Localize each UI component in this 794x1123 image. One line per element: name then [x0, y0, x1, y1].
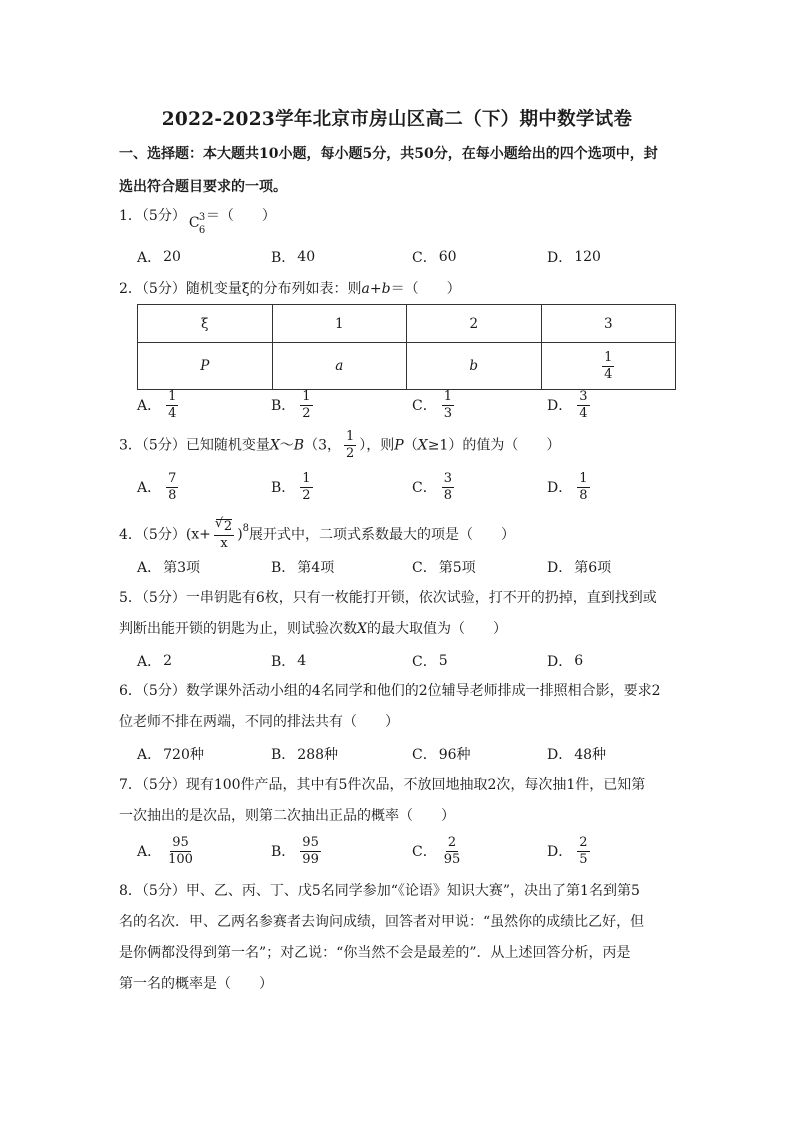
- q3-cond-open: （: [403, 437, 418, 454]
- question-3: [119, 430, 681, 462]
- denominator: 8: [443, 487, 452, 503]
- option-label: B．: [271, 654, 296, 670]
- option-label: C．: [412, 844, 437, 860]
- denominator: 2: [302, 405, 311, 421]
- fraction: [300, 390, 312, 421]
- table-cell: b: [407, 343, 542, 390]
- q1-option-a[interactable]: [137, 241, 181, 273]
- q3-prefix: 3．（5分）已知随机变量: [119, 437, 270, 454]
- q3-option-c[interactable]: [412, 471, 457, 503]
- option-label: C．: [412, 398, 437, 414]
- q3-option-b[interactable]: [271, 471, 316, 503]
- q7-options: [137, 835, 677, 867]
- q7-option-a[interactable]: [137, 835, 198, 867]
- option-text: 4: [297, 653, 307, 669]
- q6-option-c[interactable]: [412, 738, 471, 770]
- denominator: 2: [346, 446, 355, 461]
- numerator: 1: [346, 429, 355, 444]
- option-text: 第6项: [574, 560, 612, 576]
- q3-option-a[interactable]: [137, 471, 181, 503]
- table-cell: [541, 343, 676, 390]
- numerator: 95: [172, 834, 189, 850]
- q4-options: [137, 551, 677, 583]
- numerator: 2: [447, 834, 457, 850]
- q6-option-d[interactable]: [547, 738, 606, 770]
- fraction: [442, 390, 454, 421]
- numerator: 2: [579, 834, 588, 850]
- section-heading-line-1: 一、选择题：本大题共10小题，每小题5分，共50分，在每小题给出的四个选项中，封: [119, 146, 658, 162]
- q3-paren-close: ）: [359, 437, 367, 454]
- option-text: 120: [574, 249, 601, 265]
- denominator: 5: [579, 851, 588, 867]
- fraction: [300, 472, 312, 503]
- q6-line-1: 6．（5分）数学课外活动小组的4名同学和他们的2位辅导老师排成一排照相合影，要求2: [119, 683, 661, 699]
- fraction: [214, 519, 234, 551]
- option-label: B．: [271, 250, 296, 266]
- fraction: [577, 472, 589, 503]
- table-cell: 3: [541, 305, 676, 343]
- option-label: B．: [271, 844, 296, 860]
- denominator: 99: [302, 851, 319, 867]
- q6-option-b[interactable]: [271, 738, 338, 770]
- option-text: 96种: [438, 747, 471, 763]
- q1-option-b[interactable]: [271, 241, 315, 273]
- fraction: [602, 351, 614, 382]
- fraction: [442, 472, 454, 503]
- fraction: [442, 836, 463, 867]
- q1-suffix: ＝（ ）: [205, 208, 276, 224]
- q3-tilde: ～: [279, 437, 294, 454]
- q2-option-b[interactable]: [271, 389, 316, 421]
- question-7: [119, 770, 681, 832]
- q7-line-2: 一次抽出的是次品，则第二次抽出正品的概率（ ）: [119, 808, 455, 824]
- denominator: 4: [604, 366, 613, 382]
- denominator: 2: [302, 487, 311, 503]
- q2-expr: a+b: [361, 281, 391, 297]
- denominator: 100: [168, 851, 193, 867]
- denominator: 8: [168, 487, 177, 503]
- denominator: 8: [579, 487, 588, 503]
- q6-options: [137, 738, 677, 770]
- q3-options: [137, 471, 677, 503]
- q3-P: P: [394, 437, 404, 454]
- table-cell: P: [138, 343, 273, 390]
- numerator: 95: [302, 834, 319, 850]
- option-text: 2: [163, 653, 173, 669]
- numerator: 7: [168, 470, 177, 486]
- table-cell: 1: [272, 305, 407, 343]
- question-5: [119, 583, 681, 645]
- option-label: D．: [547, 250, 573, 266]
- question-2: [119, 274, 681, 305]
- section-heading-line-2: 选出符合题目要求的一项。: [119, 179, 287, 195]
- option-label: D．: [547, 560, 573, 576]
- option-label: A．: [137, 250, 162, 266]
- q1-prefix: 1．（5分）: [119, 208, 186, 224]
- q5-option-a[interactable]: [137, 645, 172, 677]
- q5-line-1: 5．（5分）一串钥匙有6枚，只有一枚能打开锁，依次试验，打不开的扔掉，直到找到或: [119, 590, 657, 606]
- q4-power: 8: [242, 523, 250, 534]
- table-cell: a: [272, 343, 407, 390]
- section-heading: [119, 138, 679, 204]
- option-label: B．: [271, 560, 296, 576]
- fraction: [166, 472, 178, 503]
- option-label: A．: [137, 844, 162, 860]
- q5-option-d[interactable]: [547, 645, 583, 677]
- numerator: 1: [604, 349, 613, 365]
- q8-line-2: 名的名次．甲、乙两名参赛者去询问成绩，回答者对甲说：“虽然你的成绩比乙好，但: [119, 914, 645, 930]
- option-label: C．: [412, 480, 437, 496]
- option-label: C．: [412, 654, 437, 670]
- denominator: 95: [443, 851, 461, 867]
- denominator: x: [220, 536, 228, 551]
- q3-paren-open: （3，: [304, 437, 342, 454]
- q1-binom-bottom: 6: [198, 225, 206, 236]
- q4-suffix: 展开式中，二项式系数最大的项是（ ）: [249, 527, 516, 543]
- option-label: A．: [137, 480, 162, 496]
- q3-option-d[interactable]: [547, 471, 593, 503]
- fraction: [166, 836, 195, 867]
- option-text: 48种: [574, 747, 607, 763]
- q7-option-b[interactable]: [271, 835, 324, 867]
- q4-option-c[interactable]: [412, 551, 476, 583]
- option-label: C．: [412, 560, 437, 576]
- q1-binom-top: 3: [198, 212, 206, 223]
- q3-cond-var: X: [417, 437, 428, 454]
- question-4: [119, 513, 681, 551]
- option-label: C．: [412, 747, 437, 763]
- table-row: [138, 343, 676, 390]
- table-cell: ξ: [138, 305, 273, 343]
- page-title: 2022-2023学年北京市房山区高二（下）期中数学试卷: [161, 109, 633, 130]
- option-label: D．: [547, 480, 573, 496]
- q5-option-b[interactable]: [271, 645, 306, 677]
- q2-options: [137, 389, 677, 421]
- option-text: 720种: [163, 747, 204, 763]
- q3-B: B: [293, 437, 305, 454]
- option-label: D．: [547, 654, 573, 670]
- numerator: 1: [443, 388, 452, 404]
- numerator: 1: [168, 388, 177, 404]
- numerator: [214, 519, 234, 536]
- option-label: D．: [547, 398, 573, 414]
- q7-line-1: 7．（5分）现有100件产品，其中有5件次品，不放回地抽取2次，每次抽1件，已知第: [119, 777, 646, 793]
- q1-binom-letter: C: [188, 215, 200, 231]
- q4-option-b[interactable]: [271, 551, 334, 583]
- numerator: 1: [579, 470, 588, 486]
- q4-prefix: 4．（5分）: [119, 527, 186, 543]
- fraction: [577, 390, 589, 421]
- q5-line-2: [119, 614, 681, 645]
- option-label: A．: [137, 654, 162, 670]
- numerator: 1: [302, 470, 311, 486]
- q2-option-d[interactable]: [547, 389, 593, 421]
- option-text: 60: [438, 249, 457, 265]
- option-label: D．: [547, 844, 573, 860]
- q7-option-d[interactable]: [547, 835, 593, 867]
- option-label: A．: [137, 560, 162, 576]
- q7-option-c[interactable]: [412, 835, 465, 867]
- option-label: B．: [271, 398, 296, 414]
- q5-option-c[interactable]: [412, 645, 448, 677]
- q6-option-a[interactable]: [137, 738, 204, 770]
- q8-line-1: 8．（5分）甲、乙、丙、丁、戊5名同学参加“《论语》知识大赛”，决出了第1名到第5: [119, 883, 640, 899]
- sqrt: √ 2: [216, 519, 232, 533]
- option-label: B．: [271, 747, 296, 763]
- fraction: [577, 836, 589, 867]
- q4-option-d[interactable]: [547, 551, 611, 583]
- q5-line-2-pre: 判断出能开锁的钥匙为止，则试验次数: [119, 621, 357, 637]
- option-label: A．: [137, 747, 162, 763]
- question-1: [119, 201, 681, 236]
- numerator: 3: [443, 470, 452, 486]
- table-row: [138, 305, 676, 343]
- denominator: 4: [579, 405, 588, 421]
- q2-option-c[interactable]: [412, 389, 457, 421]
- q8-line-3: 是你俩都没得到第一名”；对乙说：“你当然不会是最差的”．从上述回答分析，丙是: [119, 945, 631, 961]
- q4-open: (x+: [185, 526, 211, 543]
- question-6: [119, 676, 681, 738]
- q3-cond-rest: ≥1）的值为（ ）: [427, 437, 561, 454]
- q5-var: X: [357, 621, 367, 637]
- numerator: 3: [579, 388, 588, 404]
- option-text: 第3项: [163, 560, 201, 576]
- fraction: [166, 390, 178, 421]
- q3-var: X: [269, 437, 280, 454]
- denominator: 4: [168, 405, 177, 421]
- q1-option-c[interactable]: [412, 241, 457, 273]
- option-text: 20: [163, 249, 181, 265]
- option-text: 40: [297, 249, 316, 265]
- q4-option-a[interactable]: [137, 551, 200, 583]
- q5-line-2-post: 的最大取值为（ ）: [366, 621, 507, 637]
- option-label: D．: [547, 747, 573, 763]
- distribution-table: [137, 304, 676, 390]
- q8-line-4: 第一名的概率是（ ）: [119, 976, 273, 992]
- q2-prefix: 2．（5分）随机变量ξ的分布列如表：则: [119, 281, 362, 297]
- option-text: 6: [574, 653, 584, 669]
- q1-option-d[interactable]: [547, 241, 601, 273]
- option-label: B．: [271, 480, 296, 496]
- option-text: 288种: [297, 747, 339, 763]
- table-cell: 2: [407, 305, 542, 343]
- option-label: C．: [412, 250, 437, 266]
- option-text: 第5项: [438, 560, 476, 576]
- question-8: [119, 876, 681, 1000]
- numerator: 1: [302, 388, 311, 404]
- q5-options: [137, 645, 677, 677]
- fraction: [344, 430, 356, 461]
- denominator: 3: [443, 405, 452, 421]
- q4-close: ): [237, 526, 243, 543]
- q1-binomial: [188, 202, 206, 236]
- option-text: 第4项: [297, 560, 335, 576]
- q2-option-a[interactable]: [137, 389, 181, 421]
- fraction: [300, 836, 321, 867]
- option-text: 5: [438, 653, 448, 669]
- q2-suffix: ＝（ ）: [390, 281, 461, 297]
- q1-options: [137, 241, 677, 273]
- q6-line-2: 位老师不排在两端，不同的排法共有（ ）: [119, 714, 399, 730]
- option-label: A．: [137, 398, 162, 414]
- q3-mid: ，则: [366, 437, 395, 454]
